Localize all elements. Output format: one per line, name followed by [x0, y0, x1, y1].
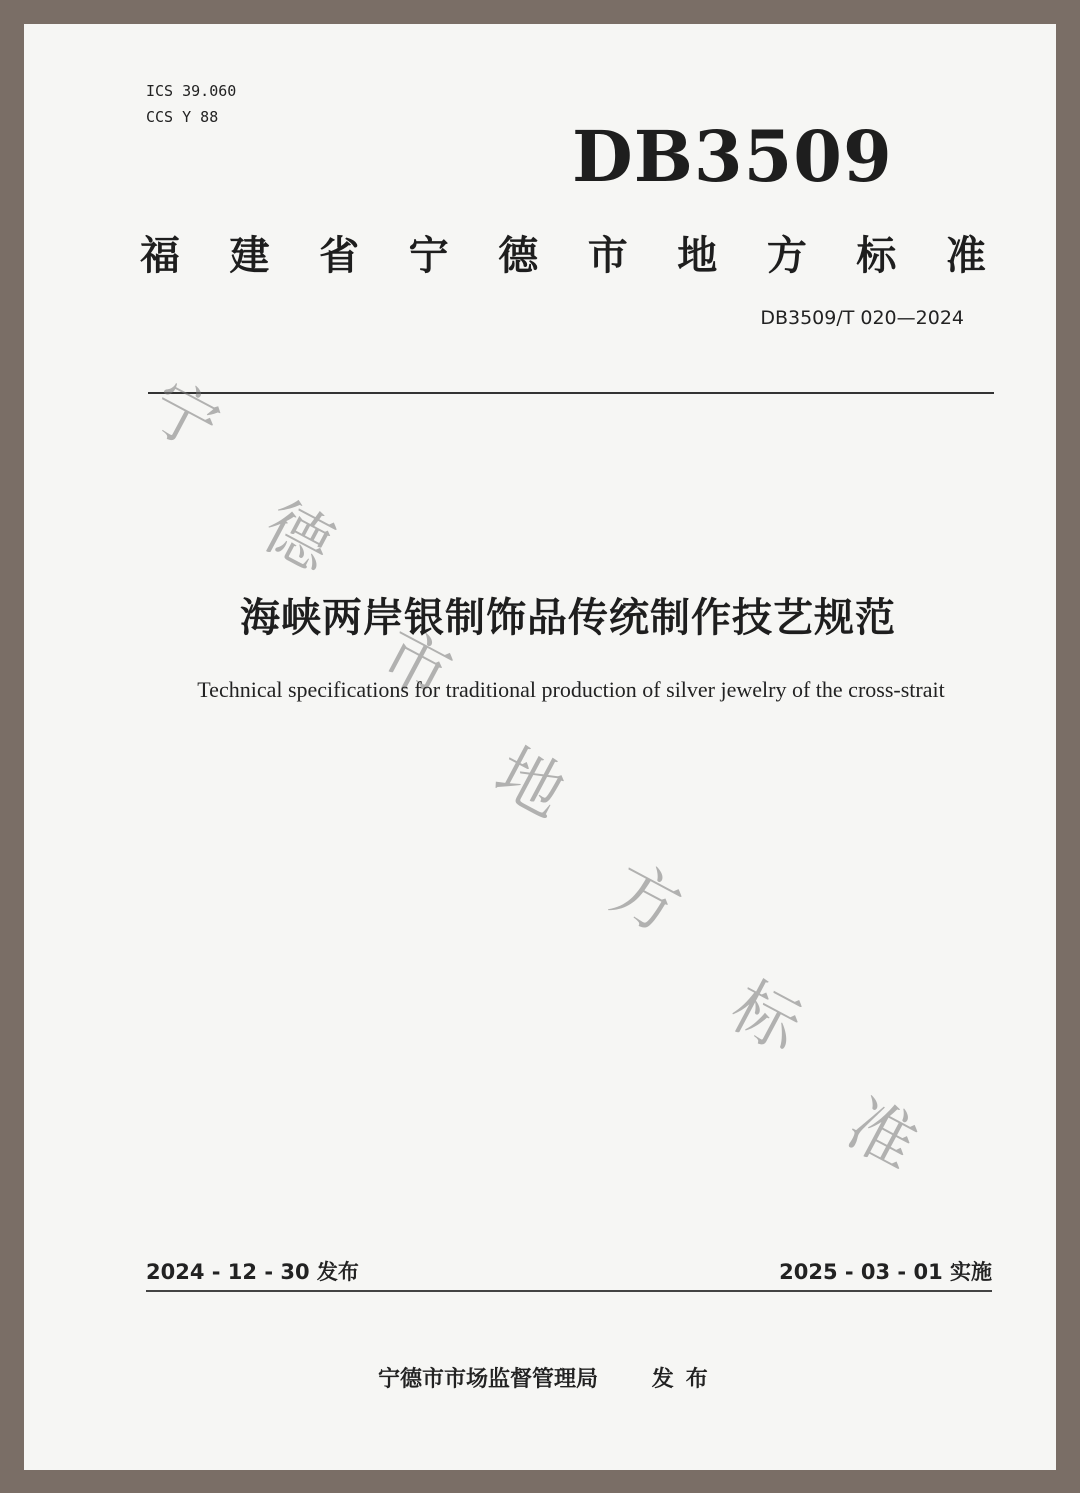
date-row: [146, 1256, 992, 1288]
document-page: [24, 24, 1056, 1470]
publish-date: 2024 - 12 - 30 发布: [146, 1260, 359, 1284]
issuer-action: 发布: [651, 1367, 720, 1392]
watermark-char: 德: [250, 487, 346, 587]
watermark-char: 准: [834, 1085, 930, 1185]
title-chinese: 海峡两岸银制饰品传统制作技艺规范: [240, 595, 896, 641]
footer-divider: [146, 1290, 992, 1292]
db-number: DB3509: [572, 115, 893, 198]
ics-code: ICS 39.060: [146, 82, 237, 100]
issuer-name: 宁德市市场监督管理局: [378, 1367, 599, 1392]
implement-date: 2025 - 03 - 01 实施: [779, 1260, 992, 1284]
standard-type-char: 福: [140, 232, 180, 279]
standard-type-char: 宁: [408, 232, 449, 279]
standard-type-char: 准: [945, 232, 986, 279]
ccs-code: CCS Y 88: [146, 108, 219, 126]
watermark-char: 地: [482, 733, 578, 833]
title-english: Technical specifications for traditional production of silver jewelry of the cross-strait: [197, 677, 945, 702]
standard-type-char: 地: [677, 232, 718, 279]
watermark-char: 宁: [136, 367, 232, 467]
standard-type-char: 方: [766, 232, 807, 279]
watermark-char: 市: [368, 615, 464, 715]
standard-type-char: 标: [856, 232, 897, 279]
standard-type-heading: [140, 224, 986, 281]
standard-code: DB3509/T 020—2024: [760, 307, 964, 329]
issuer: [378, 1362, 720, 1393]
standard-type-char: 德: [498, 232, 539, 279]
watermark-char: 标: [718, 967, 814, 1067]
header-divider: [148, 392, 994, 394]
standard-type-char: 建: [229, 232, 270, 279]
standard-type-char: 省: [319, 232, 360, 279]
classification-codes: [146, 78, 236, 130]
watermark-char: 方: [598, 849, 694, 949]
standard-type-char: 市: [587, 232, 628, 279]
